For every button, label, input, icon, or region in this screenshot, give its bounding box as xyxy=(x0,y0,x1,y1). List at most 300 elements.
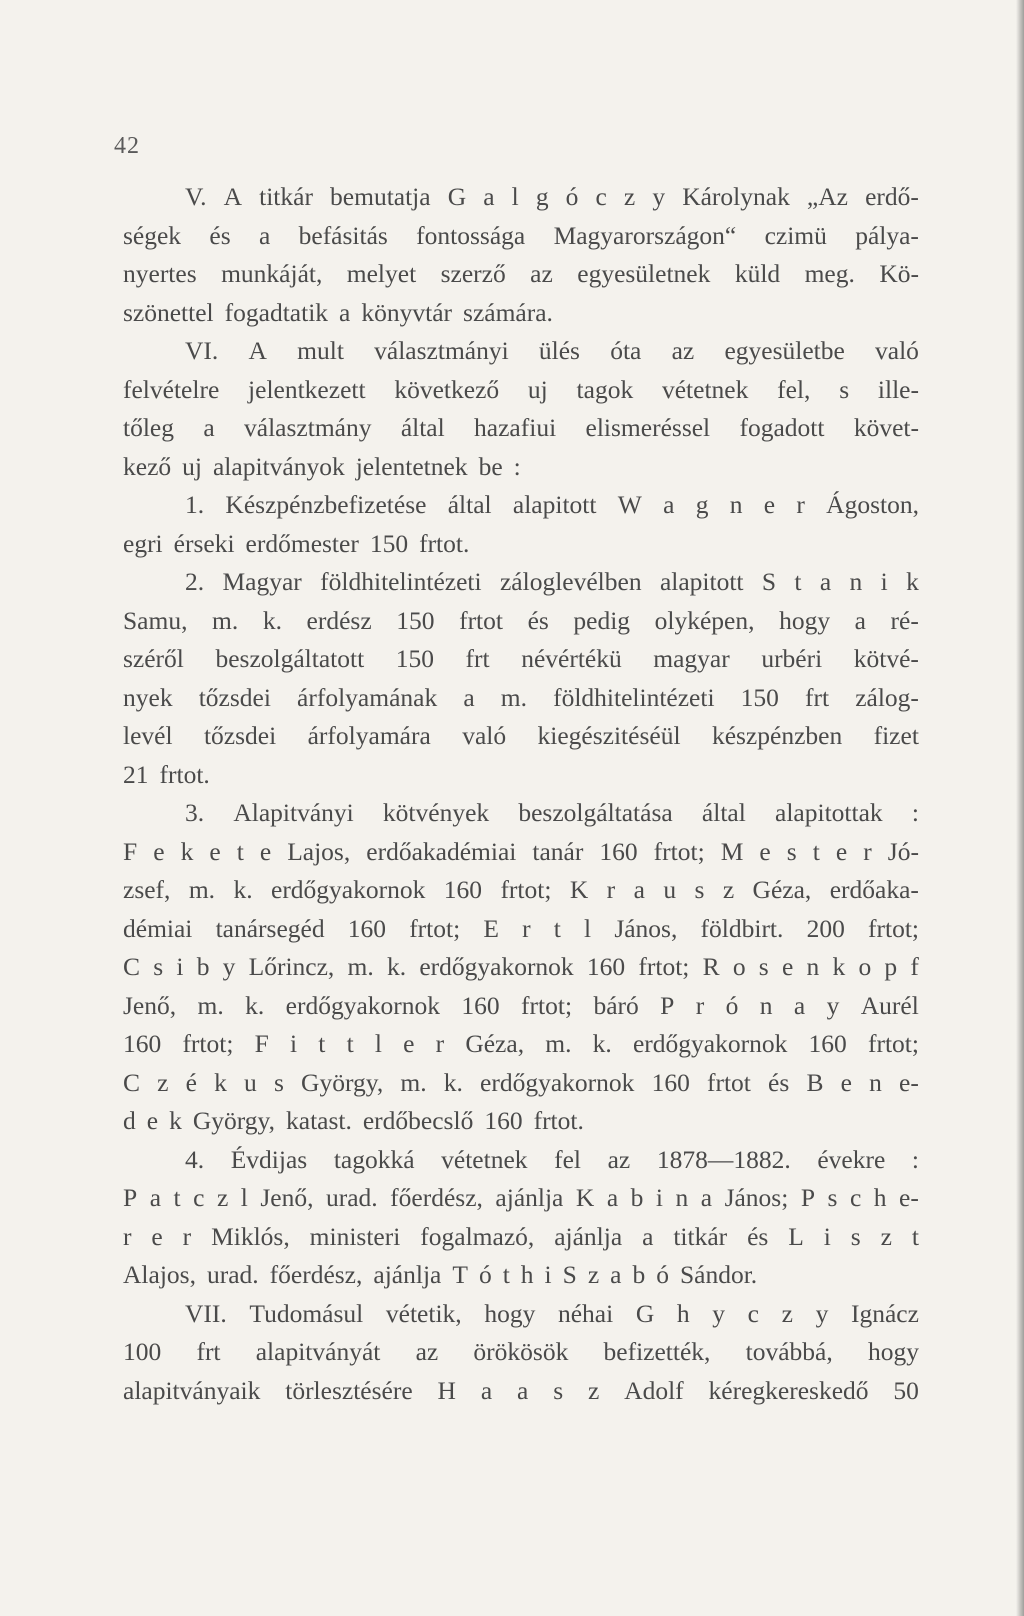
word: Tudomásul xyxy=(249,1298,364,1328)
word: be xyxy=(478,451,503,481)
page-edge-shadow xyxy=(1016,0,1024,1616)
word: : xyxy=(513,451,521,481)
word: o xyxy=(732,952,746,981)
word: bemutatja xyxy=(330,182,431,211)
word: C xyxy=(123,952,141,981)
word: e xyxy=(209,836,221,866)
word: 160 xyxy=(651,1067,690,1097)
text-line xyxy=(123,640,919,679)
word: i xyxy=(290,1029,298,1058)
word: jelentkezett xyxy=(248,374,366,404)
word: c xyxy=(193,1183,205,1212)
word: K xyxy=(569,875,589,904)
word: n xyxy=(849,567,863,596)
text-line xyxy=(123,948,919,987)
word: követ- xyxy=(853,413,919,442)
word: jelentetnek xyxy=(355,451,468,481)
word: t xyxy=(553,913,561,943)
word: való xyxy=(875,336,919,365)
word: e xyxy=(759,836,771,866)
word: frtot; xyxy=(638,952,690,981)
word: beszolgáltatása xyxy=(518,798,673,827)
text-line xyxy=(123,178,919,217)
text-line xyxy=(123,987,919,1026)
word: Ágoston, xyxy=(826,490,919,519)
word: T xyxy=(452,1260,468,1289)
word: erdőbecslő xyxy=(362,1106,474,1135)
word: a xyxy=(517,1375,529,1405)
word: m. xyxy=(400,1067,427,1097)
word: főerdész, xyxy=(390,1183,483,1212)
word: s xyxy=(153,952,164,981)
word: m. xyxy=(347,952,374,981)
word: k xyxy=(214,1067,227,1097)
word: főerdész, xyxy=(269,1260,363,1289)
word: 160 xyxy=(484,1106,523,1135)
word: : xyxy=(911,1144,919,1174)
word: földbirt. xyxy=(700,913,784,943)
word: névértékü xyxy=(521,644,622,673)
word: k xyxy=(180,836,194,866)
word: P xyxy=(660,990,675,1020)
word: néhai xyxy=(557,1298,614,1328)
word: pálya- xyxy=(855,220,919,250)
word: e xyxy=(763,490,776,519)
word: l xyxy=(511,182,519,211)
word: e xyxy=(146,1106,159,1135)
word: uj xyxy=(182,451,202,481)
word: 150 xyxy=(395,644,434,673)
word: alapitványaik xyxy=(123,1375,261,1405)
word: Kö- xyxy=(879,259,919,288)
word: s xyxy=(839,374,850,404)
word: földhitelintézeti xyxy=(553,682,715,712)
word: kötvé- xyxy=(853,644,919,673)
word: t xyxy=(346,1029,354,1058)
word: u xyxy=(663,875,677,904)
word: János, xyxy=(614,913,678,943)
word: t xyxy=(236,836,244,866)
word: erdőgyakornok xyxy=(285,990,441,1020)
word: Magyar xyxy=(222,567,302,596)
word: ó xyxy=(656,1260,669,1289)
word: f xyxy=(910,952,919,981)
word: befásitás xyxy=(298,220,388,250)
word: ajánlja xyxy=(495,1183,564,1212)
word: való xyxy=(462,721,507,750)
word: z xyxy=(216,1183,229,1212)
word: e xyxy=(781,952,794,981)
word: hazafiui xyxy=(474,413,557,442)
word: u xyxy=(244,1067,257,1097)
word: 50 xyxy=(893,1375,919,1405)
word: t xyxy=(794,567,802,596)
word: e xyxy=(259,836,272,866)
word: r xyxy=(435,1029,445,1058)
text-line xyxy=(123,1218,919,1257)
word: tanár xyxy=(532,836,584,866)
word: e xyxy=(151,1221,163,1251)
text-line xyxy=(123,1141,919,1180)
word: árfolyamára xyxy=(307,721,431,750)
word: elismeréssel xyxy=(585,413,711,442)
word: m. xyxy=(545,1029,572,1058)
word: Jenő, xyxy=(260,1183,314,1212)
word: melyet xyxy=(346,259,417,288)
word: hogy xyxy=(779,605,831,635)
word: urad. xyxy=(206,1260,259,1289)
word: b xyxy=(632,1260,646,1289)
word: a xyxy=(854,605,866,635)
word: s xyxy=(827,1183,838,1212)
word: k. xyxy=(262,605,282,635)
word: alapitottak xyxy=(775,798,883,827)
word: a xyxy=(483,182,495,211)
word: fel, xyxy=(777,374,811,404)
word: felvételre xyxy=(123,374,220,404)
word: könyvtár xyxy=(361,297,453,327)
word: frtot; xyxy=(409,913,461,943)
word: ré- xyxy=(890,605,919,635)
text-line xyxy=(123,1102,919,1141)
word: R xyxy=(702,952,720,981)
word: tőzsdei xyxy=(198,682,271,712)
word: árfolyamának xyxy=(297,682,438,712)
word: a xyxy=(463,682,475,712)
text-line xyxy=(123,871,919,910)
word: s xyxy=(758,952,769,981)
text-line xyxy=(123,563,919,602)
word: m. xyxy=(500,682,527,712)
word: 2. xyxy=(185,567,205,596)
word: tőleg xyxy=(123,413,174,442)
word: i xyxy=(823,1221,831,1251)
word: ülés xyxy=(538,336,580,365)
word: z xyxy=(623,182,636,211)
word: hogy xyxy=(867,1337,919,1366)
word: évekre xyxy=(817,1144,886,1174)
word: kötvények xyxy=(382,798,490,827)
word: földhitelintézeti xyxy=(320,567,482,596)
word: a xyxy=(793,990,806,1020)
word: Aurél xyxy=(860,990,919,1020)
word: n xyxy=(869,1067,882,1097)
word: s xyxy=(786,836,797,866)
word: S xyxy=(562,1260,577,1289)
word: urad. xyxy=(325,1183,378,1212)
word: mult xyxy=(297,336,344,365)
word: 3. xyxy=(185,798,205,827)
word: 150 xyxy=(369,528,409,558)
word: erdőgyakornok xyxy=(480,1067,635,1097)
word: György, xyxy=(301,1067,384,1097)
word: é xyxy=(185,1067,197,1097)
word: a xyxy=(663,490,675,519)
word: l xyxy=(240,1183,248,1212)
word: t xyxy=(812,836,820,866)
word: választmányi xyxy=(374,336,509,365)
word: alapitványát xyxy=(255,1337,381,1366)
word: Jó- xyxy=(887,836,919,866)
word: az xyxy=(530,259,553,288)
word: e xyxy=(835,836,848,866)
word: H xyxy=(437,1375,456,1405)
word: az xyxy=(671,336,695,365)
word: r xyxy=(606,875,616,904)
text-line xyxy=(123,794,919,833)
word: erdőakadémiai xyxy=(366,836,517,866)
word: erdő- xyxy=(865,182,919,211)
text-line xyxy=(123,1256,919,1295)
word: fizet xyxy=(873,721,919,750)
word: a xyxy=(258,220,271,250)
word: F xyxy=(254,1029,269,1058)
word: készpénzben xyxy=(711,721,843,750)
word: befizették, xyxy=(603,1337,711,1366)
word: frtot; xyxy=(867,1029,919,1058)
word: Alapitványi xyxy=(233,798,354,827)
word: frt xyxy=(196,1337,221,1366)
word: z xyxy=(880,1221,892,1251)
word: a xyxy=(480,1375,493,1405)
word: vétetnek xyxy=(661,374,749,404)
word: Ignácz xyxy=(851,1298,919,1328)
word: kező xyxy=(123,451,172,481)
word: erdőgyakornok xyxy=(419,952,574,981)
word: frtot; xyxy=(653,836,705,866)
text-line xyxy=(123,1295,919,1334)
word: démiai xyxy=(123,913,193,943)
word: 100 xyxy=(123,1337,162,1366)
word: V. xyxy=(185,182,207,211)
word: n xyxy=(729,490,743,519)
word: ille- xyxy=(877,374,919,404)
word: A xyxy=(223,182,243,211)
word: ó xyxy=(565,182,579,211)
word: n xyxy=(806,952,820,981)
word: g xyxy=(535,182,549,211)
word: h xyxy=(676,1298,690,1328)
word: y xyxy=(712,1298,726,1328)
word: tanársegéd xyxy=(215,913,325,943)
word: b xyxy=(630,1183,644,1212)
word: z xyxy=(722,875,735,904)
word: K xyxy=(575,1183,595,1212)
text-line xyxy=(123,717,919,756)
word: G xyxy=(635,1298,655,1328)
word: frtot. xyxy=(419,528,470,558)
word: az xyxy=(415,1337,439,1366)
text-line xyxy=(123,1179,919,1218)
word: alapitott xyxy=(659,567,744,596)
word: z xyxy=(587,1375,600,1405)
word: Készpénzbefizetése xyxy=(225,490,427,519)
word: k xyxy=(169,1106,182,1135)
word: kiegészitéséül xyxy=(537,721,681,750)
word: frtot; xyxy=(500,875,552,904)
word: s xyxy=(694,875,705,904)
word: vétetnek xyxy=(441,1144,528,1174)
word: János; xyxy=(724,1183,789,1212)
word: egyesületnek xyxy=(577,259,711,288)
word: c xyxy=(849,1183,862,1212)
word: s xyxy=(273,1067,284,1097)
text-line xyxy=(123,448,919,487)
word: frt xyxy=(805,682,830,712)
word: t xyxy=(911,1221,919,1251)
word: Géza, xyxy=(465,1029,525,1058)
word: óta xyxy=(610,336,642,365)
word: 200 xyxy=(806,913,845,943)
word: z xyxy=(587,1260,600,1289)
word: és xyxy=(768,1067,790,1097)
word: fel xyxy=(554,1144,582,1174)
word: hogy xyxy=(484,1298,536,1328)
word: k. xyxy=(592,1029,612,1058)
text-line xyxy=(123,756,919,795)
word: nyek xyxy=(123,682,173,712)
word: Sándor. xyxy=(679,1260,758,1289)
word: g xyxy=(695,490,709,519)
word: frtot; xyxy=(521,990,573,1020)
word: zsef, xyxy=(123,875,171,904)
word: r xyxy=(863,836,872,866)
word: F xyxy=(123,836,138,866)
word: beszolgáltatott xyxy=(215,644,365,673)
word: a xyxy=(819,567,832,596)
text-line xyxy=(123,910,919,949)
word: 150 xyxy=(740,682,779,712)
word: érseki xyxy=(173,528,235,558)
word: alapitványok xyxy=(212,451,345,481)
word: ajánlja xyxy=(373,1260,442,1289)
word: frtot xyxy=(459,605,503,635)
word: nyertes xyxy=(123,259,197,288)
word: kéregkereskedő xyxy=(708,1375,869,1405)
word: a xyxy=(149,1183,162,1212)
word: György, xyxy=(192,1106,275,1135)
word: k. xyxy=(245,990,265,1020)
word: e- xyxy=(899,1183,919,1212)
word: i xyxy=(176,952,184,981)
word: k. xyxy=(443,1067,463,1097)
word: erdőgyakornok xyxy=(632,1029,788,1058)
word: S xyxy=(761,567,777,596)
word: és xyxy=(527,605,549,635)
text-line xyxy=(123,833,919,872)
word: r xyxy=(123,1221,132,1251)
word: magyar xyxy=(653,644,730,673)
body-text xyxy=(123,178,919,1410)
word: Alajos, xyxy=(123,1260,196,1289)
word: r xyxy=(182,1221,192,1251)
word: 150 xyxy=(396,605,435,635)
word: a xyxy=(339,297,351,327)
word: ó xyxy=(725,990,739,1020)
word: W xyxy=(617,490,642,519)
text-line xyxy=(123,1025,919,1064)
word: által xyxy=(447,490,492,519)
word: törlesztésére xyxy=(285,1375,413,1405)
word: k. xyxy=(386,952,407,981)
word: Magyarországon“ xyxy=(553,220,737,250)
word: által xyxy=(400,413,445,442)
word: erdőaka- xyxy=(829,875,919,904)
word: és xyxy=(747,1221,769,1251)
word: A xyxy=(248,336,267,365)
word: c xyxy=(747,1298,759,1328)
word: n xyxy=(759,990,773,1020)
word: tőzsdei xyxy=(203,721,277,750)
word: i xyxy=(655,1183,663,1212)
word: E xyxy=(483,913,499,943)
word: C xyxy=(123,1067,141,1097)
word: 21 xyxy=(123,759,149,789)
word: l xyxy=(374,1029,382,1058)
word: meg. xyxy=(804,259,855,288)
text-line xyxy=(123,1064,919,1103)
word: fontossága xyxy=(416,220,526,250)
word: y xyxy=(826,990,840,1020)
word: 1878—1882. xyxy=(656,1144,791,1174)
word: s xyxy=(850,1221,861,1251)
word: VII. xyxy=(185,1298,227,1328)
word: m. xyxy=(197,990,224,1020)
word: levél xyxy=(123,721,173,750)
word: titkár xyxy=(673,1221,728,1251)
word: z xyxy=(781,1298,793,1328)
word: k xyxy=(906,567,919,596)
word: a xyxy=(610,1260,622,1289)
word: Samu, xyxy=(123,605,188,635)
word: következő xyxy=(394,374,500,404)
word: e xyxy=(840,1067,852,1097)
word: fogadott xyxy=(739,413,825,442)
word: zálog- xyxy=(855,682,919,712)
word: által xyxy=(701,798,746,827)
word: a xyxy=(203,413,215,442)
word: Károlynak xyxy=(682,182,790,211)
word: s xyxy=(553,1375,564,1405)
word: frtot. xyxy=(533,1106,584,1135)
word: erdész xyxy=(306,605,372,635)
word: P xyxy=(123,1183,138,1212)
word: 1. xyxy=(185,490,205,519)
text-line xyxy=(123,602,919,641)
word: az xyxy=(607,1144,631,1174)
word: 160 xyxy=(599,836,638,866)
word: t xyxy=(173,1183,181,1212)
word: n xyxy=(675,1183,689,1212)
word: báró xyxy=(593,990,639,1020)
text-line xyxy=(123,294,919,333)
word: Géza, xyxy=(752,875,812,904)
word: ajánlja xyxy=(554,1221,623,1251)
word: tagokká xyxy=(333,1144,415,1174)
word: B xyxy=(806,1067,824,1097)
word: „Az xyxy=(806,182,848,211)
word: G xyxy=(447,182,467,211)
word: 160 xyxy=(123,1029,162,1058)
word: c xyxy=(595,182,607,211)
word: Lőrincz, xyxy=(248,952,335,981)
word: frtot; xyxy=(868,913,919,943)
word: Lajos, xyxy=(287,836,351,866)
word: y xyxy=(222,952,236,981)
text-line xyxy=(123,371,919,410)
word: l xyxy=(584,913,592,943)
word: egri xyxy=(123,528,163,558)
